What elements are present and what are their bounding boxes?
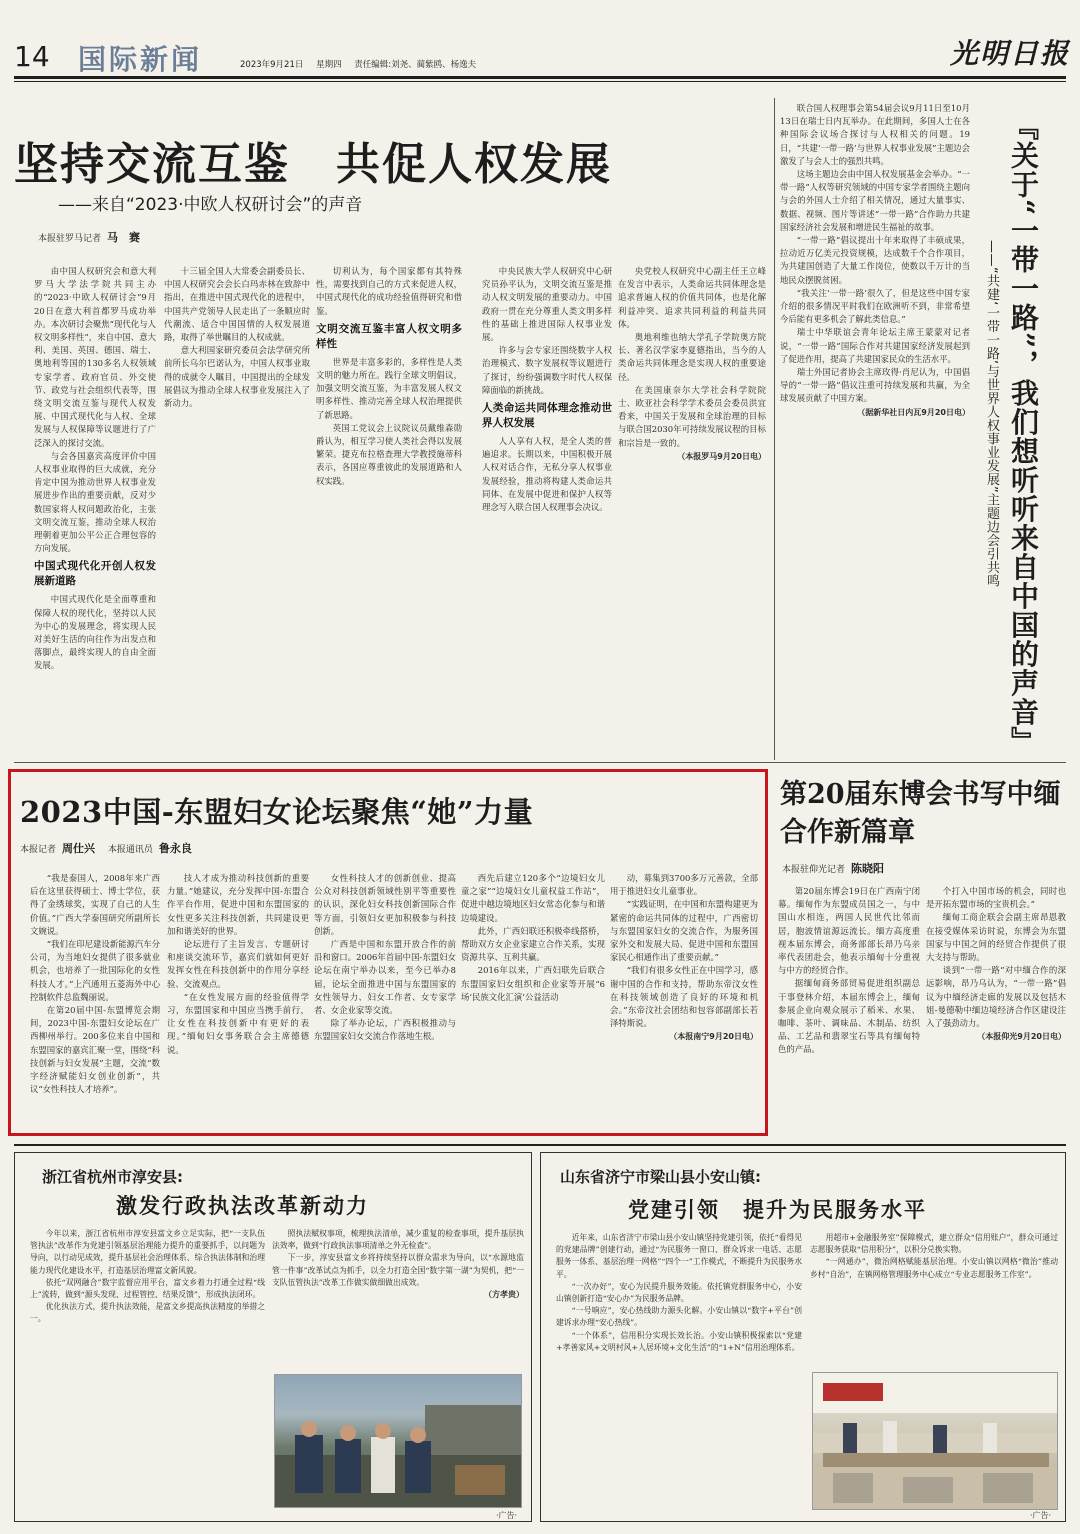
article1-column-4 <box>482 265 612 760</box>
paragraph: 英国工党议会上议院议员戴维森勋爵认为，相互学习使人类社会得以发展繁荣。捷克布拉格查理大学教授施蒂科表示，各国应尊重彼此的发展道路和人权实践。 <box>316 422 462 486</box>
byline-role: 本报驻仰光记者 <box>782 865 846 875</box>
article2-column-5 <box>610 872 758 1122</box>
paragraph: 许多与会专家还围绕数字人权治理模式、数字发展权等议题进行了探讨，纷纷强调数字时代人权保障面临的新挑战。 <box>482 345 612 395</box>
issue-weekday: 星期四 <box>316 60 342 70</box>
byline-name: 周仕兴 <box>62 842 96 855</box>
paragraph: 切利认为，每个国家都有其特殊性，需要找到自己的方式来促进人权，中国式现代化的成功经验值得研究和借鉴。 <box>316 266 462 316</box>
paragraph: 在第20届中国-东盟博览会期间，2023中国-东盟妇女论坛在广西柳州举行。200多位来自中国和东盟国家的嘉宾汇聚一堂，围绕“科技创新与妇女发展”主题，交流“数字经济赋能妇女创业创新”，共议“女性科技人才培养”。 <box>30 1005 160 1095</box>
ad-author: （方孝贵） <box>484 1290 524 1300</box>
dateline: （据新华社日内瓦9月20日电） <box>857 407 970 417</box>
paragraph: “一网通办”，微治网格赋能基层治理。小安山镇以网格“微治”推动乡村“自治”，在镇网格管理服务中心成立“专业志愿服务工作室”。 <box>810 1257 1058 1279</box>
ad2-column-2 <box>810 1232 1058 1364</box>
side-article-title: 『关于“一带一路”，我们想听听来自中国的声音』 <box>1007 112 1040 756</box>
paragraph: 十三届全国人大常委会副委员长、中国人权研究会会长白玛赤林在致辞中指出，在推进中国式现代化的进程中，中国共产党领导人民走出了一条顺应时代潮流、适合中国国情的人权发展道路，取得了举世瞩目的人权成就。 <box>164 266 310 343</box>
paragraph: 近年来，山东省济宁市梁山县小安山镇坚持党建引领，依托“看得见的党建品牌”创建行动，通过“为民服务一窗口、群众诉求一电话、志愿服务一体系、基层治理一网格”“四个一”工作模式，不断提升为民服务水平。 <box>556 1233 802 1279</box>
article2-column-3 <box>314 872 456 1122</box>
article1-column-2 <box>164 265 310 760</box>
subheading: 文明交流互鉴丰富人权文明多样性 <box>316 322 462 350</box>
subheading: 中国式现代化开创人权发展新道路 <box>34 560 156 588</box>
paragraph: “我关注‘一带一路’很久了，但是这些中国专家介绍的很多情况平时我们在欧洲听不到，非常希望今后能有更多机会了解此类信息。” <box>780 287 970 325</box>
byline-role: 本报记者 <box>20 845 57 855</box>
paragraph: 中央民族大学人权研究中心研究员孙平认为，文明交流互鉴是推动人权文明发展的重要动力。中国政府一贯在充分尊重人类文明多样性的基础上推进国际人权事业发展。 <box>482 266 612 343</box>
paragraph: 意大利国家研究委员会法学研究所前所长乌尔巴诺认为，中国人权事业取得的成就令人瞩目，中国提出的全球发展倡议为推动全球人权事业发展注入了新动力。 <box>164 345 310 409</box>
byline-name: 马 赛 <box>107 231 141 244</box>
side-article-body <box>780 102 970 747</box>
ad1-column-1 <box>30 1228 265 1518</box>
page-number: 14 <box>14 40 50 73</box>
paragraph: 照执法赋权事项，梳理执法清单，减少重复的检查事项，提升基层执法效率，做到“行政执法事项清单之外无检查”。 <box>272 1229 524 1251</box>
byline-name: 陈晓阳 <box>851 862 885 875</box>
header-meta <box>240 58 486 70</box>
paragraph: 世界是丰富多彩的，多样性是人类文明的魅力所在。践行全球文明倡议，加强文明交流互鉴，为丰富发展人权文明多样性、推动完善全球人权治理提供了新思路。 <box>316 356 462 420</box>
law-enforcement-photo <box>275 1375 522 1508</box>
byline-role: 本报驻罗马记者 <box>38 234 102 244</box>
article2-column-1 <box>30 872 160 1122</box>
article2-byline <box>20 840 192 856</box>
article3-column-2 <box>926 885 1066 1125</box>
paragraph: “我们有很多女性正在中国学习，感谢中国的合作和支持，帮助东帝汶女性在科技领域创造了良好的环境和机会。”东帝汶社会团结和包容部副部长若泽特斯说。 <box>610 965 758 1029</box>
paragraph: 由中国人权研究会和意大利罗马大学法学院共同主办的“2023·中欧人权研讨会”9月20日在意大利首都罗马成功举办。本次研讨会聚焦“现代化与人权文明多样性”，来自中国、意大利、美国、英国、德国、瑞士、奥地利等国的130多名人权领域专家学者、政府官员、外交使节、政党与社会组织代表等，围绕文明交流互鉴与现代人权发展、中国式现代化与人权、全球发展与人权保障等议题进行了广泛深入的探讨交流。 <box>34 266 156 448</box>
ad1-photo <box>274 1374 522 1508</box>
ad1-head: 浙江省杭州市淳安县: <box>42 1168 183 1186</box>
paragraph: 女性科技人才的创新创业、提高公众对科技创新领域性别平等重要性的认识，深化妇女科技创新国际合作等方面，引领妇女更加积极参与科技创新。 <box>314 873 456 936</box>
paragraph: 谈到“一带一路”对中缅合作的深远影响，昂乃乌认为，“一带一路”倡议为中缅经济走廊的发展以及包括木姐-曼德勒中缅边境经济合作区建设注入了强劲动力。 <box>926 965 1066 1029</box>
paragraph: “一带一路”倡议提出十年来取得了丰硕成果，拉动近万亿美元投资规模，达成数千个合作项目，为共建国创造了大量工作岗位，使数以千万计的当地民众摆脱贫困。 <box>780 235 970 285</box>
ad-tag: ·广告· <box>1030 1511 1052 1520</box>
paragraph: 据缅甸商务部贸易促进组织副总干事登林介绍，本届东博会上，缅甸参展企业向观众展示了稻米、水果、咖啡、茶叶、调味品、木制品、纺织品、工艺品和翡翠宝石等具有缅甸特色的产品。 <box>778 978 920 1055</box>
paragraph: 依托“双网融合”数字监督应用平台，富文乡着力打通全过程“线上”流转，做到“源头发现、过程管控、结果反馈”，形成执法闭环。 <box>30 1277 265 1300</box>
paragraph: 人人享有人权，是全人类的普遍追求。长期以来，中国积极开展人权对话合作，无私分享人权事业发展经验，推动将构建人类命运共同体、在发展中促进和保护人权等理念写入联合国人权理事会决议。 <box>482 436 612 513</box>
header-rule <box>14 76 1066 79</box>
ad2-title: 党建引领 提升为民服务水平 <box>628 1197 927 1222</box>
paragraph: 用超市+金融服务室”保障模式，建立群众“信用账户”，群众可通过志愿服务获取“信用积分”，以积分兑换实物。 <box>810 1233 1058 1255</box>
paragraph: “我们在印尼建设新能源汽车分公司，为当地妇女提供了很多就业机会，也培养了一批国际化的女性科技人才。”上汽通用五菱海外中心控制软件总监魏丽说。 <box>30 939 160 1002</box>
paragraph: 奥地利维也纳大学孔子学院奥方院长、著名汉学家李夏德指出，当今的人类命运共同体理念是实现人权的重要途径。 <box>618 332 766 382</box>
paragraph: 西先后建立120多个“边境妇女儿童之家”“边境妇女儿童权益工作站”，促进中越边境地区妇女常态化参与和谐边境建设。 <box>461 873 605 923</box>
section-divider <box>14 1144 1066 1146</box>
paragraph: “我是泰国人，2008年来广西后在这里获得硕士、博士学位，获得了金绣球奖，实现了自己的人生价值。”广西大学泰国研究所副所长文婉说。 <box>30 873 160 936</box>
paragraph: 这场主题边会由中国人权发展基金会举办。“一带一路”人权等研究领域的中国专家学者围绕主题向与会的外国人士介绍了相关情况，通过大量事实、数据、视频、图片等讲述“一带一路”合作助力共建国家经济社会发展和增进民生福祉的故事。 <box>780 169 970 232</box>
side-article-subtitle: ——“共建‘一带一路’与世界人权事业发展”主题边会引共鸣 <box>984 240 999 588</box>
section-title: 国际新闻 <box>78 43 203 76</box>
paragraph: 在美国康奈尔大学社会科学院院士、欧亚社会科学学术委员会委员洪宜看来，中国关于发展和全球治理的目标与联合国2030年可持续发展议程的目标和宗旨是一致的。 <box>618 384 766 448</box>
subheading: 人类命运共同体理念推动世界人权发展 <box>482 402 612 430</box>
paragraph: “一个体系”，信用积分实现长效长治。小安山镇积极探索以“党建+孝善家风+文明村风+人居环境+文化生活”的“1+N”信用治理体系。 <box>556 1330 802 1352</box>
paragraph: “实践证明，在中国和东盟构建更为紧密的命运共同体的过程中，广西密切与东盟国家妇女的交流合作，为服务国家外交和发展大局、促进中国和东盟国家民心相通作出了重要贡献。” <box>610 899 758 963</box>
issue-editors: 责任编辑:刘尧、蔺紫鸥、杨逸夫 <box>354 60 477 70</box>
paragraph: 个打入中国市场的机会，同时也是开拓东盟市场的宝贵机会。” <box>926 886 1066 910</box>
paragraph: “在女性发展方面的经验值得学习，东盟国家和中国应当携手前行，让女性在科技创新中有更好的表现。”缅甸妇女事务联合会主席德德说。 <box>167 991 309 1055</box>
ad2-head: 山东省济宁市梁山县小安山镇: <box>560 1168 761 1186</box>
paragraph: 瑞士中华联谊会青年论坛主席王蒙蒙对记者说，“一带一路”国际合作对共建国家经济发展起到了促进作用，提高了共建国家民众的生活水平。 <box>780 327 970 364</box>
paragraph: 技人才成为推动科技创新的重要力量。”她建议，充分发挥中国-东盟合作平台作用，促进中国和东盟国家的女性更多关注科技创新，共同建设更加和谐美好的世界。 <box>167 873 309 936</box>
paragraph: 2016年以来，广西妇联先后联合东盟国家妇女组织和企业家等开展“6场‘民族文化汇演’公益活动 <box>461 965 605 1002</box>
paragraph: 动，募集到3700多万元善款，全部用于推进妇女儿童事业。 <box>610 873 758 897</box>
paragraph: 除了举办论坛，广西积极推动与东盟国家妇女交流合作落地生根。 <box>314 1018 456 1042</box>
issue-date: 2023年9月21日 <box>240 60 304 70</box>
paragraph: 下一步，淳安县富文乡将持续坚持以群众需求为导向，以“水源地监管一件事”改革试点为抓手，以全力打造全国“数字第一湖”为契机，把“一支队伍管执法”改革工作做实做细做出成效。 <box>272 1253 524 1287</box>
paragraph: “一次办好”，安心为民提升服务效能。依托镇党群服务中心，小安山镇创新打造“安心办”为民服务品牌。 <box>556 1281 802 1304</box>
column-divider <box>774 98 775 760</box>
article1-byline <box>38 229 140 245</box>
header-rule-thin <box>14 81 1066 82</box>
paragraph: 瑞士外国记者协会主席玫得·肖尼认为，中国倡导的“一带一路”倡议注重可持续发展和共赢，为全球发展贡献了中国方案。 <box>780 367 970 404</box>
ad1-column-2 <box>272 1228 524 1368</box>
byline-role: 本报通讯员 <box>107 845 153 855</box>
paragraph: 中国式现代化是全面尊重和保障人权的现代化，坚持以人民为中心的发展理念，将实现人民对美好生活的向往作为出发点和落脚点，最终实现人的自由全面发展。 <box>34 594 156 671</box>
ad1-title: 激发行政执法改革新动力 <box>116 1193 369 1218</box>
dateline: （本报仰光9月20日电） <box>977 1032 1066 1042</box>
article1-column-1 <box>34 265 156 760</box>
paragraph: 优化执法方式，提升执法效能，是富文乡提高执法精度的举措之一。 <box>30 1302 265 1324</box>
ad2-column-1 <box>556 1232 802 1517</box>
paragraph: 缅甸工商企联会会副主席昂恩教在接受媒体采访时说，东博会为东盟国家与中国之间的经贸合作提供了很大支持与帮助。 <box>926 912 1066 963</box>
article2-column-4 <box>461 872 605 1122</box>
article1-column-3 <box>316 265 462 760</box>
ad-tag: ·广告· <box>496 1511 518 1520</box>
paragraph: 广西是中国和东盟开放合作的前沿和窗口。2006年首届中国-东盟妇女论坛在南宁举办以来，至今已举办8届，论坛全面推进中国与东盟国家的女性领导力、妇女工作者、女专家学者、女企业家等交流。 <box>314 939 456 1016</box>
paragraph: 联合国人权理事会第54届会议9月11日至10月13日在瑞士日内瓦举办。在此期间，多国人士在各种国际会议场合探讨与人权相关的问题。19日，“共建‘一带一路’与世界人权事业发展”主题边会激发了与会人士的强烈共鸣。 <box>780 103 970 166</box>
article2-column-2 <box>167 872 309 1122</box>
paragraph: 央党校人权研究中心副主任王立峰在发言中表示，人类命运共同体理念是追求普遍人权的价值共同体，也是化解利益冲突、追求共同利益的利益共同体。 <box>618 266 766 329</box>
paragraph: 今年以来，浙江省杭州市淳安县富文乡立足实际，把“一支队伍管执法”改革作为党建引领基层治理能力提升的重要抓手，以问题为导向，以行动见成效，提升基层社会治理体系、综合执法体制和治理能力现代化建设水平，打造基层治理富文新风貌。 <box>30 1229 265 1275</box>
article1-title: 坚持交流互鉴 共促人权发展 <box>14 139 612 190</box>
ad2-photo <box>812 1372 1058 1510</box>
article3-title: 第20届东博会书写中缅合作新篇章 <box>780 779 1061 848</box>
paragraph: “一号响应”，安心热线助力源头化解。小安山镇以“数字+平台”创建诉求办理“安心热线”。 <box>556 1306 802 1328</box>
paragraph: 此外，广西妇联还积极牵线搭桥，帮助双方女企业家建立合作关系，实现资源共享、互利共赢。 <box>461 925 605 963</box>
article1-subtitle: ——来自“2023·中欧人权研讨会”的声音 <box>58 195 363 215</box>
article2-title: 2023中国-东盟妇女论坛聚焦“她”力量 <box>20 795 534 829</box>
newspaper-logo: 光明日报 <box>950 37 1071 70</box>
paragraph: 与会各国嘉宾高度评价中国人权事业取得的巨大成就，充分肯定中国为推动世界人权事业发展进步作出的重要贡献，反对少数国家将人权问题政治化，主张文明交流互鉴，推动全球人权治理朝着更加公平公正合理包容的方向发展。 <box>34 450 156 554</box>
article3-column-1 <box>778 885 920 1125</box>
dateline: （本报罗马9月20日电） <box>677 451 766 461</box>
byline-name: 鲁永良 <box>158 842 192 855</box>
paragraph: 第20届东博会19日在广西南宁闭幕。缅甸作为东盟成员国之一，与中国山水相连，两国人民世代比邻而居，胞波情谊源远流长。缅方高度重视本届东博会，商务部部长昂乃乌亲率代表团赴会，他表示缅甸十分重视与中方的经贸合作。 <box>778 886 920 976</box>
service-hall-photo <box>813 1373 1058 1510</box>
dateline: （本报南宁9月20日电） <box>669 1032 758 1042</box>
section-divider <box>14 762 1066 763</box>
paragraph: 论坛进行了主旨发言、专题研讨和座谈交流环节，嘉宾们就如何更好发挥女性在科技创新中的作用分享经验、交流观点。 <box>167 939 309 989</box>
article1-column-5 <box>618 265 766 760</box>
article3-byline <box>782 860 884 876</box>
